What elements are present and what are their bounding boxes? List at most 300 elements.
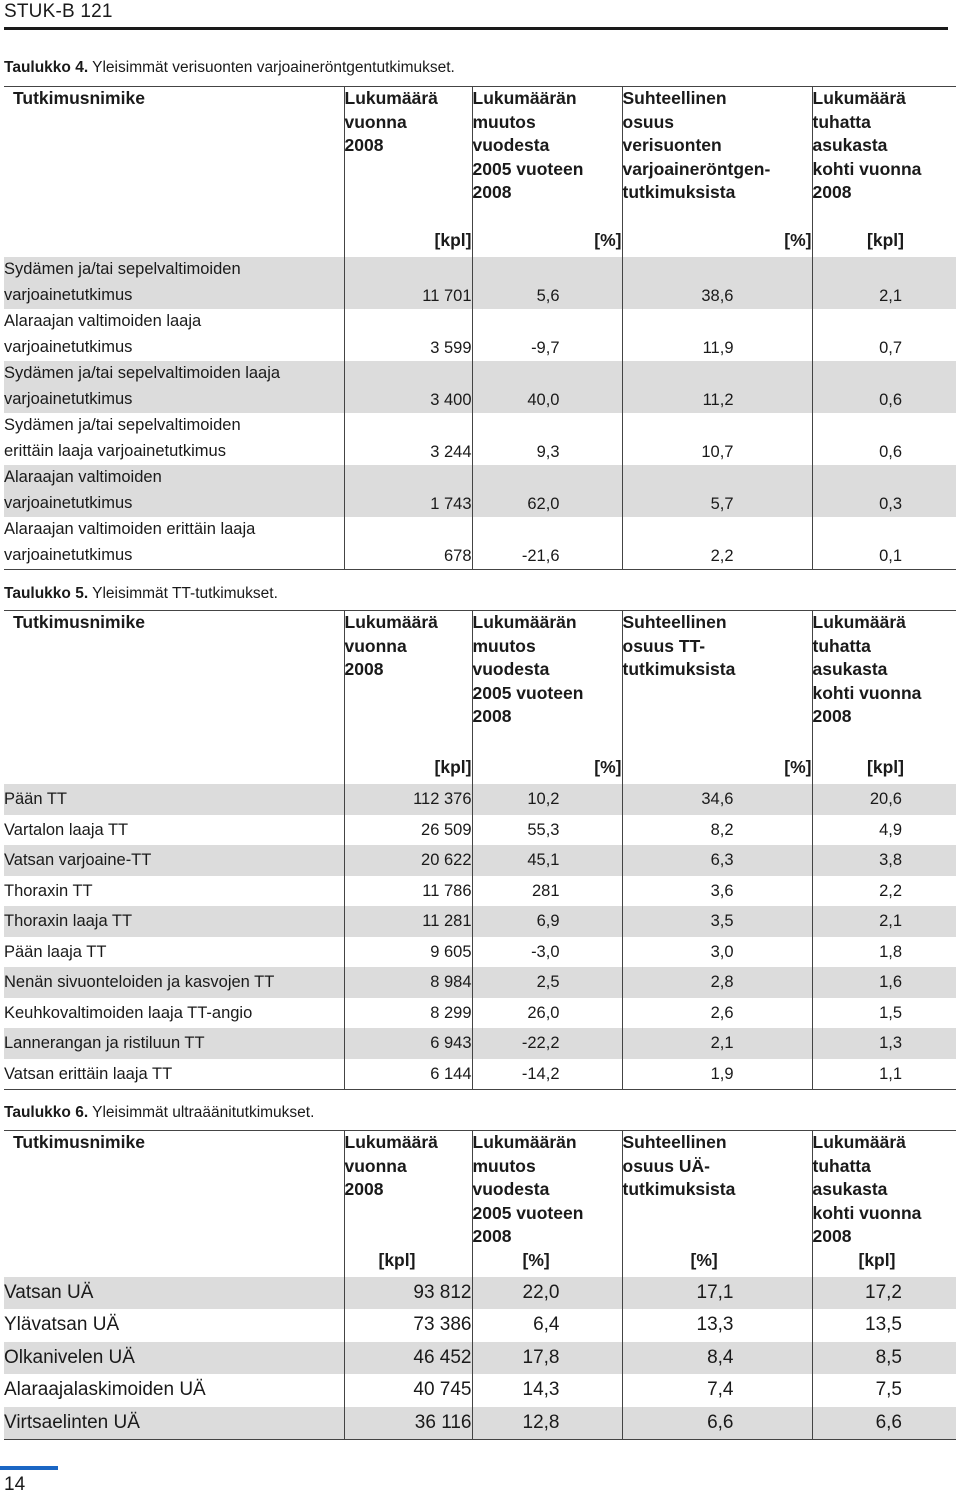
table-row <box>4 1059 956 1090</box>
cell-value: 2,2 <box>879 881 902 900</box>
cell-value: 45,1 <box>527 851 560 869</box>
cell-per-thousand <box>812 1407 956 1440</box>
units-row <box>4 751 956 784</box>
header-line: tutkimuksista <box>622 1179 736 1200</box>
header-line: tuhatta <box>812 635 871 656</box>
header-line: Tutkimusnimike <box>13 612 145 632</box>
table-row <box>4 1028 956 1059</box>
header-line: Tutkimusnimike <box>13 88 145 108</box>
header-line: osuus TT- <box>622 635 706 656</box>
row-name-line: Thoraxin laaja TT <box>4 912 133 930</box>
units-row <box>4 223 956 257</box>
cell-value: 2,1 <box>879 912 902 930</box>
header-line: Lukumäärän <box>472 1132 577 1152</box>
row-name <box>4 361 344 413</box>
cell-value: 40 745 <box>413 1379 472 1401</box>
header-count <box>344 611 472 752</box>
cell-value: 9 605 <box>430 942 472 961</box>
header-line: muutos <box>472 111 536 132</box>
cell-per-thousand <box>812 413 956 465</box>
unit-share: [%] <box>622 751 812 784</box>
header-row <box>4 611 956 752</box>
header-line: Tutkimusnimike <box>13 1132 145 1152</box>
row-name-line: Vartalon laaja TT <box>4 820 129 839</box>
cell-share <box>622 517 812 570</box>
header-line: Suhteellinen <box>622 612 727 632</box>
header-change <box>472 87 622 224</box>
row-name-line: Ylävatsan UÄ <box>4 1314 120 1336</box>
header-line: tutkimuksista <box>622 659 736 680</box>
row-name-line: Virtsaelinten UÄ <box>4 1411 140 1433</box>
cell-share <box>622 784 812 815</box>
row-name-line: Sydämen ja/tai sepelvaltimoiden <box>4 416 241 434</box>
cell-per-thousand <box>812 998 956 1029</box>
table-row <box>4 1342 956 1374</box>
table-row <box>4 1374 956 1406</box>
page-number: 14 <box>4 1474 26 1495</box>
row-name <box>4 309 344 361</box>
cell-change <box>472 465 622 517</box>
cell-value: 3 244 <box>430 442 472 461</box>
cell-value: 8 984 <box>430 973 472 991</box>
cell-value: 34,6 <box>701 790 734 808</box>
cell-value: 11 701 <box>422 286 472 305</box>
cell-share <box>622 1028 812 1059</box>
header-line: kohti vuonna <box>812 682 922 703</box>
header-line: osuus <box>622 111 675 132</box>
header-name <box>4 1131 344 1278</box>
cell-change <box>472 815 622 846</box>
cell-value: 1,1 <box>879 1064 902 1083</box>
row-name-line: Thoraxin TT <box>4 881 93 900</box>
cell-value: -22,2 <box>521 1034 560 1052</box>
cell-value: 2,6 <box>710 1003 734 1022</box>
cell-per-thousand <box>812 1028 956 1059</box>
table4-caption-label: Taulukko 4. <box>4 59 89 76</box>
row-name <box>4 967 344 998</box>
cell-value: 17,1 <box>696 1282 734 1303</box>
cell-value: 8,4 <box>707 1346 734 1368</box>
header-line: 2005 vuoteen <box>472 682 584 703</box>
cell-value: 4,9 <box>879 820 902 839</box>
row-name <box>4 517 344 570</box>
cell-share <box>622 906 812 937</box>
row-name-line: Vatsan varjoaine-TT <box>4 851 152 869</box>
cell-value: 22,0 <box>522 1282 560 1303</box>
row-name <box>4 906 344 937</box>
header-line: 2008 <box>812 1226 852 1247</box>
cell-value: 36 116 <box>414 1411 472 1433</box>
cell-value: 1,8 <box>879 942 902 961</box>
unit-per-thousand: [kpl] <box>812 751 956 784</box>
header-name <box>4 611 344 752</box>
row-name-line: Alaraajan valtimoiden erittäin laaja <box>4 520 256 538</box>
cell-change <box>472 309 622 361</box>
cell-value: 46 452 <box>413 1346 472 1368</box>
row-name-line: varjoainetutkimus <box>4 493 133 512</box>
publication-series: STUK-B 121 <box>4 1 113 22</box>
cell-count <box>344 257 472 309</box>
cell-per-thousand <box>812 937 956 968</box>
cell-count <box>344 1342 472 1374</box>
cell-value: 3,0 <box>710 942 734 961</box>
header-line: kohti vuonna <box>812 158 922 179</box>
table6-caption <box>4 1104 314 1122</box>
header-line: asukasta <box>812 1179 888 1200</box>
cell-value: 73 386 <box>413 1314 472 1336</box>
table4-caption <box>4 59 455 77</box>
cell-count <box>344 309 472 361</box>
cell-change <box>472 1407 622 1440</box>
header-rule <box>4 27 948 30</box>
row-name <box>4 998 344 1029</box>
cell-value: 10,2 <box>527 790 560 808</box>
cell-value: 1,9 <box>710 1064 734 1083</box>
header-row <box>4 1131 956 1278</box>
cell-share <box>622 413 812 465</box>
row-name-line: Vatsan UÄ <box>4 1282 94 1303</box>
cell-value: 38,6 <box>701 286 734 305</box>
cell-value: 6,6 <box>707 1411 734 1433</box>
cell-share <box>622 465 812 517</box>
row-name <box>4 1059 344 1090</box>
cell-value: 0,1 <box>879 546 902 565</box>
cell-count <box>344 784 472 815</box>
cell-value: -9,7 <box>531 338 560 357</box>
cell-value: 2,1 <box>710 1034 734 1052</box>
header-line: 2008 <box>472 182 512 203</box>
cell-share <box>622 257 812 309</box>
unit-change: [%] <box>472 751 622 784</box>
cell-value: 1,3 <box>879 1034 902 1052</box>
cell-value: 8,5 <box>875 1346 902 1368</box>
cell-value: 14,3 <box>522 1379 560 1401</box>
header-line: 2008 <box>812 182 852 203</box>
unit-label: [%] <box>690 1249 718 1270</box>
cell-per-thousand <box>812 465 956 517</box>
cell-value: 11 786 <box>422 881 472 900</box>
cell-change <box>472 1277 622 1309</box>
cell-value: 5,7 <box>710 494 734 513</box>
cell-value: 8,2 <box>710 820 734 839</box>
cell-value: 55,3 <box>527 820 560 839</box>
cell-value: 17,8 <box>522 1346 560 1368</box>
header-line: tutkimuksista <box>622 182 736 203</box>
cell-share <box>622 967 812 998</box>
row-name <box>4 1374 344 1406</box>
table5-caption-label: Taulukko 5. <box>4 585 89 602</box>
cell-value: 62,0 <box>527 494 560 513</box>
cell-value: 20,6 <box>869 790 902 808</box>
row-name-line: varjoainetutkimus <box>4 285 133 304</box>
header-line: 2008 <box>472 706 512 727</box>
cell-value: 11,9 <box>702 338 734 357</box>
row-name-line: Sydämen ja/tai sepelvaltimoiden <box>4 260 241 278</box>
cell-change <box>472 906 622 937</box>
cell-share <box>622 309 812 361</box>
cell-value: 93 812 <box>413 1282 472 1303</box>
cell-change <box>472 257 622 309</box>
cell-per-thousand <box>812 1059 956 1090</box>
header-count <box>344 1131 472 1278</box>
cell-value: 20 622 <box>421 851 472 869</box>
cell-count <box>344 998 472 1029</box>
cell-value: 13,3 <box>696 1314 734 1336</box>
cell-count <box>344 465 472 517</box>
header-line: tuhatta <box>812 1155 871 1176</box>
cell-value: 11,2 <box>702 390 734 409</box>
unit-share: [%] <box>622 223 812 257</box>
cell-per-thousand <box>812 257 956 309</box>
table-row <box>4 1309 956 1341</box>
header-change <box>472 611 622 752</box>
cell-per-thousand <box>812 1277 956 1309</box>
cell-change <box>472 1342 622 1374</box>
cell-value: 678 <box>443 546 472 565</box>
header-per-thousand <box>812 1131 956 1278</box>
cell-value: 0,3 <box>879 494 902 513</box>
cell-count <box>344 1407 472 1440</box>
cell-value: -3,0 <box>531 942 560 961</box>
header-line: Lukumäärä <box>812 612 906 632</box>
table4 <box>4 86 956 570</box>
header-per-thousand <box>812 87 956 224</box>
cell-value: 3,5 <box>710 912 734 930</box>
cell-per-thousand <box>812 967 956 998</box>
table-row <box>4 1407 956 1440</box>
cell-share <box>622 361 812 413</box>
cell-value: 2,1 <box>879 286 902 305</box>
cell-per-thousand <box>812 361 956 413</box>
cell-value: 6 144 <box>430 1064 472 1083</box>
unit-change: [%] <box>472 223 622 257</box>
cell-value: 2,8 <box>710 973 734 991</box>
row-name-line: varjoainetutkimus <box>4 545 133 564</box>
table-row <box>4 845 956 876</box>
row-name <box>4 815 344 846</box>
cell-value: 10,7 <box>701 442 734 461</box>
cell-per-thousand <box>812 784 956 815</box>
unit-count: [kpl] <box>344 751 472 784</box>
row-name-line: varjoainetutkimus <box>4 389 133 408</box>
cell-value: -21,6 <box>521 546 560 565</box>
header-name <box>4 87 344 224</box>
row-name <box>4 465 344 517</box>
page-header <box>0 0 960 34</box>
cell-per-thousand <box>812 906 956 937</box>
cell-change <box>472 413 622 465</box>
header-line: Suhteellinen <box>622 88 727 108</box>
header-line: kohti vuonna <box>812 1202 922 1223</box>
cell-count <box>344 361 472 413</box>
cell-change <box>472 517 622 570</box>
header-line: 2008 <box>344 1179 384 1200</box>
table-row <box>4 815 956 846</box>
cell-per-thousand <box>812 309 956 361</box>
cell-change <box>472 361 622 413</box>
unit-count: [kpl] <box>344 223 472 257</box>
cell-share <box>622 1309 812 1341</box>
header-line: verisuonten <box>622 135 722 156</box>
header-line: Lukumäärän <box>472 88 577 108</box>
cell-share <box>622 1059 812 1090</box>
cell-value: 0,6 <box>879 390 902 409</box>
header-line: Suhteellinen <box>622 1132 727 1152</box>
header-line: vuodesta <box>472 135 550 156</box>
header-line: 2005 vuoteen <box>472 1202 584 1223</box>
cell-value: 6,4 <box>533 1314 560 1336</box>
row-name-line: Vatsan erittäin laaja TT <box>4 1064 173 1083</box>
row-name <box>4 1309 344 1341</box>
cell-share <box>622 937 812 968</box>
header-line: asukasta <box>812 135 888 156</box>
table-row <box>4 906 956 937</box>
cell-count <box>344 1277 472 1309</box>
table5-caption-text: Yleisimmät TT-tutkimukset. <box>88 585 278 602</box>
row-name-line: Alaraajalaskimoiden UÄ <box>4 1379 206 1401</box>
row-name-line: Pään TT <box>4 790 67 808</box>
cell-change <box>472 937 622 968</box>
row-name-line: Pään laaja TT <box>4 942 107 961</box>
header-change <box>472 1131 622 1278</box>
header-line: 2008 <box>344 135 384 156</box>
cell-value: 6,3 <box>710 851 734 869</box>
cell-per-thousand <box>812 1309 956 1341</box>
header-line: vuonna <box>344 635 407 656</box>
header-line: Lukumäärä <box>812 88 906 108</box>
cell-count <box>344 815 472 846</box>
cell-count <box>344 1059 472 1090</box>
header-line: Lukumäärä <box>344 88 438 108</box>
cell-per-thousand <box>812 815 956 846</box>
cell-count <box>344 967 472 998</box>
cell-change <box>472 998 622 1029</box>
cell-value: 5,6 <box>536 286 560 305</box>
cell-value: -14,2 <box>521 1064 560 1083</box>
table6-caption-label: Taulukko 6. <box>4 1104 89 1121</box>
table-row <box>4 967 956 998</box>
row-name-line: erittäin laaja varjoainetutkimus <box>4 441 226 460</box>
cell-change <box>472 967 622 998</box>
cell-value: 7,5 <box>875 1379 902 1401</box>
row-name <box>4 845 344 876</box>
row-name <box>4 784 344 815</box>
row-name-line: Alaraajan valtimoiden laaja <box>4 312 202 330</box>
table5 <box>4 610 956 1090</box>
cell-count <box>344 517 472 570</box>
header-line: Lukumäärän <box>472 612 577 632</box>
cell-count <box>344 937 472 968</box>
header-line: varjoaineröntgen- <box>622 158 771 179</box>
cell-value: 3,8 <box>879 851 902 869</box>
cell-value: 26 509 <box>421 820 472 839</box>
table-row <box>4 937 956 968</box>
header-line: Lukumäärä <box>344 612 438 632</box>
row-name <box>4 413 344 465</box>
cell-value: 9,3 <box>536 442 560 461</box>
header-line: 2005 vuoteen <box>472 158 584 179</box>
table-row <box>4 361 956 413</box>
unit-label: [kpl] <box>378 1249 416 1270</box>
cell-count <box>344 1309 472 1341</box>
row-name <box>4 876 344 907</box>
row-name-line: Sydämen ja/tai sepelvaltimoiden laaja <box>4 364 281 382</box>
header-line: vuodesta <box>472 659 550 680</box>
header-line: osuus UÄ- <box>622 1155 710 1176</box>
cell-value: 2,5 <box>536 973 560 991</box>
cell-count <box>344 413 472 465</box>
cell-value: 13,5 <box>865 1314 902 1336</box>
cell-share <box>622 1342 812 1374</box>
cell-value: 3 400 <box>430 390 472 409</box>
cell-change <box>472 784 622 815</box>
table-row <box>4 784 956 815</box>
header-line: asukasta <box>812 659 888 680</box>
header-line: vuodesta <box>472 1179 550 1200</box>
header-per-thousand <box>812 611 956 752</box>
cell-value: 3,6 <box>710 881 734 900</box>
row-name <box>4 1407 344 1440</box>
header-line: vuonna <box>344 1155 407 1176</box>
header-line: tuhatta <box>812 111 871 132</box>
cell-value: 2,2 <box>710 546 734 565</box>
cell-count <box>344 845 472 876</box>
cell-share <box>622 1277 812 1309</box>
cell-value: 0,7 <box>879 338 902 357</box>
cell-share <box>622 998 812 1029</box>
row-name <box>4 1342 344 1374</box>
table6-caption-text: Yleisimmät ultraäänitutkimukset. <box>88 1104 315 1121</box>
page-number-bar <box>0 1466 58 1470</box>
cell-change <box>472 1059 622 1090</box>
table-row <box>4 998 956 1029</box>
cell-share <box>622 1374 812 1406</box>
header-row <box>4 87 956 224</box>
cell-value: 26,0 <box>527 1003 560 1022</box>
table-row <box>4 876 956 907</box>
cell-value: 12,8 <box>522 1411 560 1433</box>
row-name-line: Lannerangan ja ristiluun TT <box>4 1034 205 1052</box>
cell-value: 112 376 <box>413 790 472 808</box>
row-name <box>4 937 344 968</box>
units-spacer <box>4 751 344 784</box>
header-line: 2008 <box>812 706 852 727</box>
cell-per-thousand <box>812 1342 956 1374</box>
unit-per-thousand: [kpl] <box>812 223 956 257</box>
cell-share <box>622 1407 812 1440</box>
unit-label: [%] <box>522 1249 550 1270</box>
header-share <box>622 1131 812 1278</box>
row-name <box>4 1277 344 1309</box>
table-row <box>4 257 956 309</box>
cell-value: 1 743 <box>430 494 472 513</box>
cell-value: 1,5 <box>879 1003 902 1022</box>
cell-change <box>472 845 622 876</box>
table-row <box>4 465 956 517</box>
header-line: 2008 <box>344 659 384 680</box>
header-line: 2008 <box>472 1226 512 1247</box>
header-share <box>622 87 812 224</box>
cell-value: 8 299 <box>430 1003 472 1022</box>
cell-change <box>472 1309 622 1341</box>
cell-per-thousand <box>812 845 956 876</box>
header-line: Lukumäärä <box>812 1132 906 1152</box>
row-name-line: Keuhkovaltimoiden laaja TT-angio <box>4 1003 253 1022</box>
table-row <box>4 413 956 465</box>
header-line: Lukumäärä <box>344 1132 438 1152</box>
row-name-line: Olkanivelen UÄ <box>4 1346 135 1368</box>
units-spacer <box>4 223 344 257</box>
